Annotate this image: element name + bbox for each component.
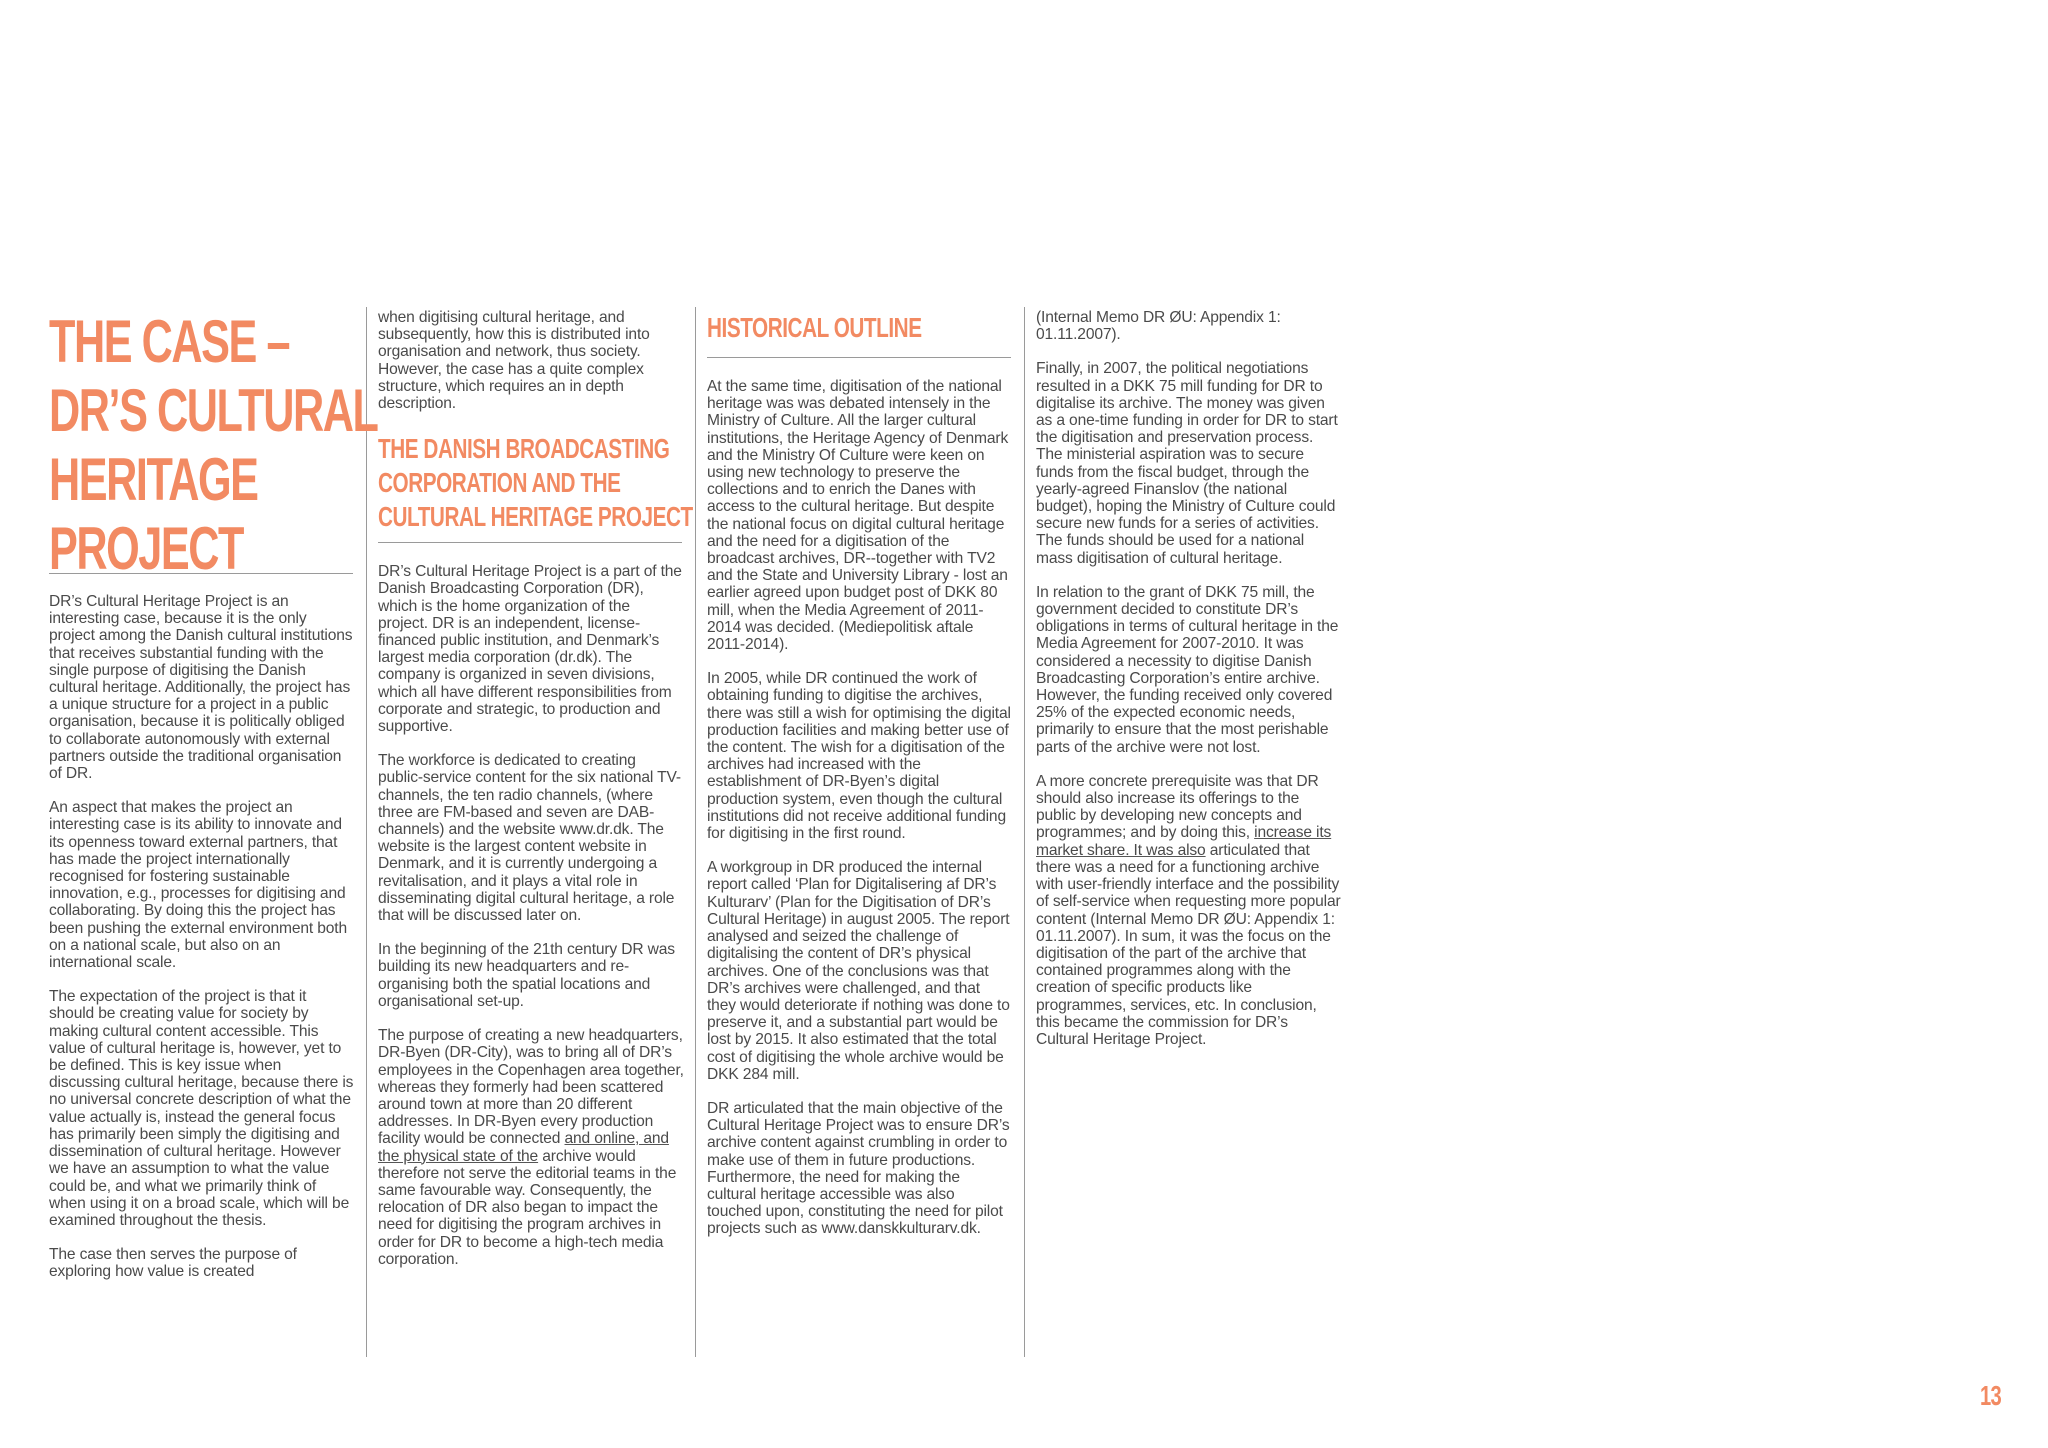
paragraph: Finally, in 2007, the political negotiations resulted in a DKK 75 mill funding for DR to digitalise its archive. The money was given as a one-time funding in order for DR to start the digitisation and preservation process. The ministerial aspiration was to secure funds from the fiscal budget, through the yearly-agreed Finanslov (the national budget), hoping the Ministry of Culture could secure new funds for a series of activities. The funds should be used for a national mass digitisation of cultural heritage. bbox=[1036, 360, 1338, 567]
column-2 bbox=[378, 309, 693, 1285]
text-run: The purpose of creating a new headquarters, DR-Byen (DR-City), was to bring all of DR’s employees in the Copenhagen area together, whereas they formerly had been scattered around town at more than 20 different addresses. In DR-Byen every production facility would be connected bbox=[378, 1027, 684, 1148]
paragraph: An aspect that makes the project an interesting case is its ability to innovate and its openness toward external partners, that has made the project internationally recognised for fostering sustainable innovation, e.g., processes for digitising and collaborating. By doing this the project has been pushing the external environment both on a national scale, but also on an international scale. bbox=[49, 799, 347, 972]
column-divider bbox=[1024, 307, 1025, 1357]
section-heading-line: CULTURAL HERITAGE PROJECT bbox=[378, 501, 693, 533]
body-text bbox=[1036, 309, 1342, 1048]
page-title-line: THE CASE – bbox=[49, 308, 290, 375]
page-number: 13 bbox=[1980, 1380, 2001, 1411]
paragraph bbox=[378, 1027, 684, 1268]
column-divider bbox=[366, 307, 367, 1357]
body-text bbox=[378, 309, 684, 412]
section-divider bbox=[707, 357, 1011, 358]
column-4 bbox=[1036, 309, 1342, 1065]
body-text bbox=[707, 378, 1013, 1238]
column-3 bbox=[707, 307, 1013, 1255]
body-text bbox=[49, 593, 355, 1281]
underlined-text: increase its market share. It was also bbox=[1036, 824, 1332, 859]
text-run: archive would therefore not serve the editorial teams in the same favourable way. Consequently, the relocation of DR also began to impact the need for digitising the program archives in order for DR to become a high-tech media corporation. bbox=[378, 1147, 677, 1268]
section-heading-historical-outline bbox=[707, 307, 1013, 357]
paragraph bbox=[1036, 773, 1342, 1048]
paragraph: The expectation of the project is that it should be creating value for society by making cultural content accessible. This value of cultural heritage is, however, yet to be defined. This is key issue when discussing cultural heritage, because there is no universal concrete description of what the value actually is, instead the general focus has primarily been simply the digitising and dissemination of cultural heritage. However we have an assumption to what the value could be, and what we primarily think of when using it on a broad scale, which will be examined throughout the thesis. bbox=[49, 988, 354, 1229]
text-run: A more concrete prerequisite was that DR should also increase its offerings to the public by developing new concepts and programmes; and by doing this, bbox=[1036, 772, 1319, 842]
column-1 bbox=[49, 307, 378, 1298]
paragraph: when digitising cultural heritage, and subsequently, how this is distributed into organisation and network, thus society. However, the case has a quite complex structure, which requires an in depth description. bbox=[378, 309, 650, 413]
section-heading-danish-broadcasting bbox=[378, 432, 693, 542]
paragraph: (Internal Memo DR ØU: Appendix 1: 01.11.2007). bbox=[1036, 309, 1281, 344]
paragraph: The case then serves the purpose of exploring how value is created bbox=[49, 1246, 297, 1281]
paragraph: DR’s Cultural Heritage Project is an interesting case, because it is the only project among the Danish cultural institutions that receives substantial funding with the single purpose of digitising the Danish cultural heritage. Additionally, the project has a unique structure for a project in a public organisation, because it is politically obliged to collaborate autonomously with external partners outside the traditional organisation of DR. bbox=[49, 593, 353, 783]
section-divider bbox=[378, 542, 682, 543]
column-divider bbox=[695, 307, 696, 1357]
paragraph: A workgroup in DR produced the internal report called ‘Plan for Digitalisering af DR’s Kulturarv’ (Plan for the Digitisation of DR’s Cultural Heritage) in august 2005. The report analysed and seized the challenge of digitalising the content of DR’s physical archives. One of the conclusions was that DR’s archives were challenged, and that they would deteriorate if nothing was done to preserve it, and a substantial part would be lost by 2015. It also estimated that the total cost of digitising the whole archive would be DKK 284 mill. bbox=[707, 859, 1010, 1083]
paragraph: At the same time, digitisation of the national heritage was was debated intensely in the Ministry of Culture. All the larger cultural institutions, the Heritage Agency of Denmark and the Ministry Of Culture were keen on using new technology to preserve the collections and to enrich the Danes with access to the cultural heritage. But despite the national focus on digital cultural heritage and the need for a digitisation of the broadcast archives, DR--together with TV2 and the State and University Library - lost an earlier agreed upon budget post of DKK 80 mill, when the Media Agreement of 2011-2014 was decided. (Mediepolitisk aftale 2011-2014). bbox=[707, 378, 1009, 654]
page-title bbox=[49, 307, 378, 582]
page-title-line: DR’S CULTURAL bbox=[49, 377, 378, 444]
section-heading-line: HISTORICAL OUTLINE bbox=[707, 312, 922, 343]
text-run: articulated that there was a need for a functioning archive with user-friendly interface and the possibility of self-service when requesting more popular content (Internal Memo DR ØU: Appendix 1: 01.11.2007). In sum, it was the focus on the digitisation of the part of the archive that contained programmes along with the creation of specific products like programmes, services, etc. In conclusion, this became the commission for DR’s Cultural Heritage Project. bbox=[1036, 841, 1341, 1048]
paragraph: DR articulated that the main objective of the Cultural Heritage Project was to ensure DR’s archive content against crumbling in order to make use of them in future productions. Furthermore, the need for making the cultural heritage accessible was also touched upon, constituting the need for pilot projects such as www.danskkulturarv.dk. bbox=[707, 1099, 1010, 1238]
section-heading-line: THE DANISH BROADCASTING bbox=[378, 433, 670, 465]
page-title-line: PROJECT bbox=[49, 515, 243, 582]
paragraph: In relation to the grant of DKK 75 mill, the government decided to constitute DR’s obligations in terms of cultural heritage in the Media Agreement for 2007-2010. It was considered a necessity to digitise Danish Broadcasting Corporation’s entire archive. However, the funding received only covered 25% of the expected economic needs, primarily to ensure that the most perishable parts of the archive were not lost. bbox=[1036, 583, 1339, 756]
paragraph: In 2005, while DR continued the work of obtaining funding to digitise the archives, there was still a wish for optimising the digital production facilities and making better use of the content. The wish for a digitisation of the archives had increased with the establishment of DR-Byen’s digital production system, even though the cultural institutions did not receive additional funding for digitising in the first round. bbox=[707, 670, 1011, 843]
body-text bbox=[378, 563, 684, 1268]
page-title-line: HERITAGE bbox=[49, 446, 258, 513]
section-heading-line: CORPORATION AND THE bbox=[378, 467, 621, 499]
underlined-text: and online, and the physical state of the bbox=[378, 1130, 669, 1165]
paragraph: In the beginning of the 21th century DR was building its new headquarters and re-organising both the spatial locations and organisational set-up. bbox=[378, 941, 675, 1010]
paragraph: DR’s Cultural Heritage Project is a part of the Danish Broadcasting Corporation (DR), which is the home organization of the project. DR is an independent, license-financed public institution, and Denmark’s largest media corporation (dr.dk). The company is organized in seven divisions, which all have different responsibilities from corporate and strategic, to production and supportive. bbox=[378, 563, 682, 736]
paragraph: The workforce is dedicated to creating public-service content for the six national TV-channels, the ten radio channels, (where three are FM-based and seven are DAB-channels) and the website www.dr.dk. The website is the largest content website in Denmark, and it is currently undergoing a revitalisation, and it plays a vital role in disseminating digital cultural heritage, a role that will be discussed later on. bbox=[378, 752, 681, 925]
